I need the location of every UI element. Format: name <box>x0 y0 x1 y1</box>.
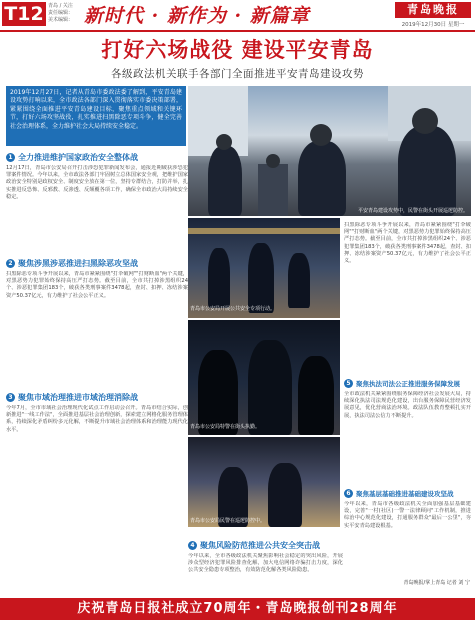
photo-caption: 青岛市公安局民警在巡逻防控中。 <box>190 518 266 524</box>
photo-street <box>188 437 340 527</box>
masthead <box>0 0 475 34</box>
page-title: 打好六场战役 建设平安青岛 <box>101 38 374 62</box>
section-heading-4: 4 聚焦风险防范推进公共安全突击战 <box>188 540 348 551</box>
photo-caption: 青岛市公安局开展公共安全专项行动。 <box>190 306 276 312</box>
section-heading-2: 2 聚焦涉黑涉恶推进扫黑除恶攻坚战 <box>6 258 191 269</box>
section-body-4: 今年以来，全市各级政法机关聚焦影响社会稳定的突出风险，开展涉众型经济犯罪风险排查化解，加大电信网络诈骗打击力度，深化公共安全隐患专项整治，有效防范化解各类风险隐患。 <box>188 553 343 574</box>
page-number: T12 <box>2 2 46 26</box>
desk-line: 责任编辑： <box>48 10 74 16</box>
section-body-3: 今年7月，全市市域社会治理现代化试点工作启动会召开。青岛市结合实际，创新推进"一线工作法"，全面推进基层社会治理创新，探索建立网格化服务管理体系，持续深化矛盾纠纷多元化解，不断提升市域社会治理体系和治理能力现代化水平。 <box>6 405 188 433</box>
section-heading-3: 3 聚焦市域治理推进市域治理消除战 <box>6 392 191 403</box>
section-number: 1 <box>6 153 15 162</box>
section-number: 6 <box>344 489 353 498</box>
photo-caption: 青岛市公安局特警在街头执勤。 <box>190 424 261 430</box>
desk-line: 美术编辑： <box>48 17 74 23</box>
masthead-rule <box>0 30 475 32</box>
section-body-1: 12月17日，青岛市公安局召开打击涉恐犯罪新闻发布会，通报近期破获涉恐犯罪案件情况。今年以来，全市政法各部门牢固树立总体国家安全观，把维护国家政治安全特别是政权安全、制度安全放在第一位，坚持专群结合，打防并举，扎实推进反恐怖、反邪教、反渗透、反颠覆各项工作，确保全市政治大局持续安全稳定。 <box>6 165 188 200</box>
footer-banner: 庆祝青岛日报社成立70周年・青岛晚报创刊28周年 <box>0 598 475 620</box>
section-number: 5 <box>344 379 353 388</box>
section-body-continued: 扫黑除恶专项斗争开展以来，青岛市紧紧围绕"打伞破网""打财断血"两个关键，对黑恶势力犯罪始终保持高压严打态势。截至目前，全市共打掉涉黑组织24个、涉恶犯罪集团183个，破获各类刑事案件3478起，查封、扣押、冻结涉案资产50.37亿元，有力维护了社会公平正义。 <box>344 222 471 265</box>
section-heading-6: 6 聚焦基层基础推进基础建设攻坚战 <box>344 488 474 499</box>
lead-photo <box>188 86 471 216</box>
section-heading-1: 1 全力推进维护国家政治安全整体战 <box>6 152 191 163</box>
section-body-2: 扫黑除恶专项斗争开展以来，青岛市紧紧围绕"打伞破网""打财断血"两个关键，对黑恶势力犯罪始终保持高压严打态势。截至目前，全市共打掉涉黑组织24个、涉恶犯罪集团183个，破获各类刑事案件3478起，查封、扣押、冻结涉案资产50.37亿元，有力维护了社会公平正义。 <box>6 271 188 299</box>
page-slogan: 新时代 · 新作为 · 新篇章 <box>84 5 310 27</box>
page-subtitle: 各级政法机关联手各部门全面推进平安青岛建设攻势 <box>111 68 364 80</box>
section-body-6: 今年以来，青岛市各级政法机关全面加强基层基础建设，完善"一村(社区)一警一法律顾问"工作机制，推进综治中心规范化建设，打通服务群众"最后一公里"，夯实平安青岛建设根基。 <box>344 501 471 529</box>
section-number: 3 <box>6 393 15 402</box>
byline: 青岛晚报/掌上青岛 记者 刘 宁 <box>403 580 470 586</box>
photo-caption: 平安青岛建设攻势中，民警在街头开展巡逻防控。 <box>357 208 468 214</box>
section-heading-5: 5 聚焦执法司法公正推进服务保障发展 <box>344 378 474 389</box>
section-number: 2 <box>6 259 15 268</box>
desk-info <box>48 3 73 24</box>
photo-patrol <box>188 218 340 318</box>
issue-date: 2019年12月30日 星期一 <box>401 22 465 28</box>
lead-paragraph: 2019年12月27日，记者从青岛市委政法委了解到，平安青岛建设攻势打响以来，全市政法各部门深入贯彻落实市委决策部署，紧紧围绕全面推进平安青岛建设目标，聚焦重点领域和关键环节，打好六场攻坚战役，扎实推进扫黑除恶专项斗争，健全完善社会治理体系，全力维护社会大局持续安全稳定。 <box>6 86 186 146</box>
desk-line: 青岛 / 关注 <box>48 3 73 9</box>
photo-swat <box>188 320 340 435</box>
section-body-5: 全市政法机关紧紧围绕服务保障经济社会发展大局，持续深化执法司法规范化建设，出台服务保障民营经济发展意见，优化营商法治环境。政法队伍教育整顿扎实开展，执法司法公信力不断提升。 <box>344 391 471 419</box>
paper-logo: 青岛晚报 <box>395 2 471 18</box>
section-number: 4 <box>188 541 197 550</box>
